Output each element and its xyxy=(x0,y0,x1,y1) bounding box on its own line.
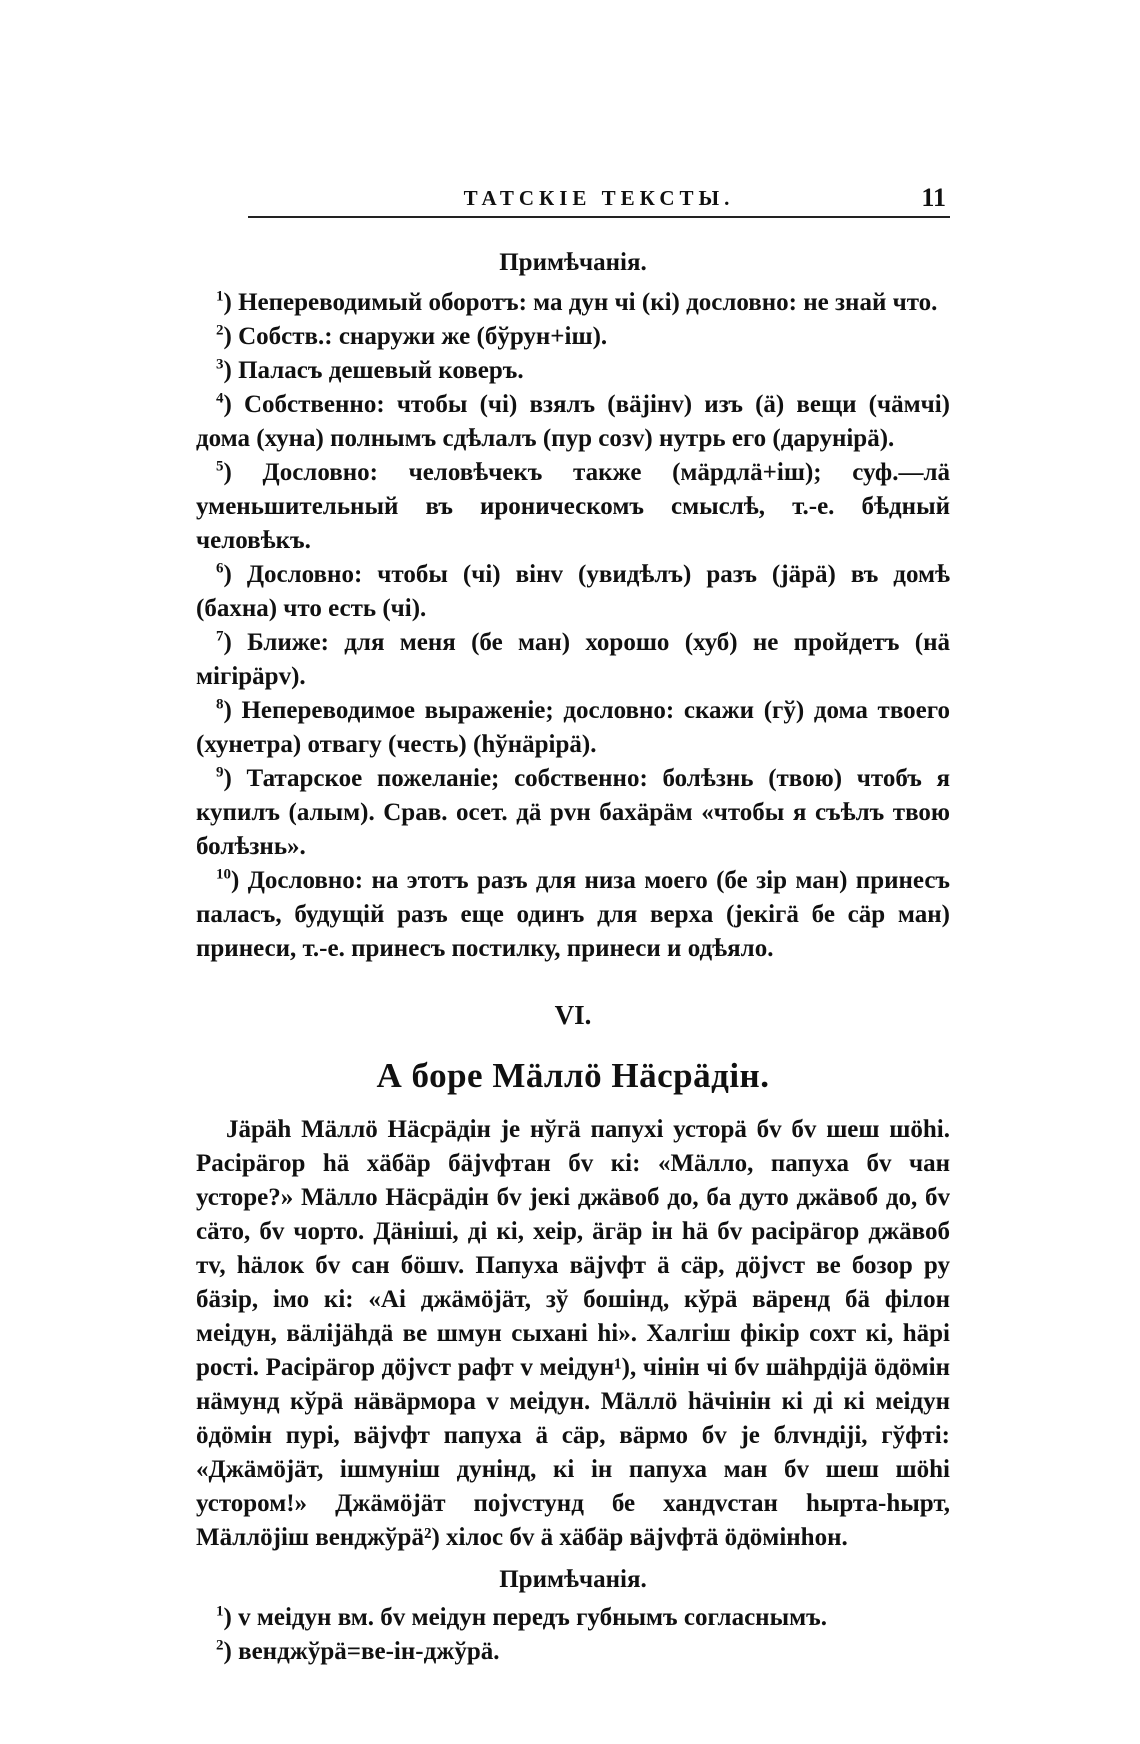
footnote-text: Дословно: чтобы (чі) вінv (увидѣлъ) разъ (јäрä) въ домѣ (бахна) что есть (чі). xyxy=(196,561,951,622)
footnote: $^9$) Татарское пожеланіе; собственно: болѣзнь (твою) чтобъ я купилъ (алым). Срав. осет. дä рvн бахäрäм «чтобы я съѣлъ твою болѣзнь». xyxy=(196,764,950,860)
footnote-text: Дословно: на этотъ разъ для низа моего (бе зір ман) принесъ паласъ, будущій разъ еще одинъ для верха (јекігä бе сäр ман) принеси, т.-е. принесъ постилку, принеси и одѣяло. xyxy=(196,867,950,962)
footnote-marker: 1 xyxy=(216,288,224,305)
notes-heading: Примѣчанія. xyxy=(499,249,647,276)
footnote-text: Ближе: для меня (бе ман) хорошо (хуб) не пройдетъ (нä мігірäрv). xyxy=(196,629,951,690)
footnote-text: Паласъ дешевый коверъ. xyxy=(238,357,524,384)
footnote-marker: 1 xyxy=(216,1603,224,1620)
story-paragraph: Јäрäһ Мäллö Нäсрäдін је нўгä папухі усторä бv бv шеш шöһі. Расірäгор һä хäбäр бäјvфтан бv кі: «Мäлло, папуха бv чан усторе?» Мäлло Нäсрäдін бv јекі джäвоб до, ба дуто джäвоб до, бv сäто, бv чорто. Дäніші, ді кі, хеір, äгäр ін һä бv расірäгор джäвоб тv, һäлок бv сан бöшv. Папуха вäјvфт ä сäр, дöјvст ве бозор ру бäзір, імо кі: «Аі джäмöјäт, зў бошінд, кўрä вäренд бä філон меідун, вäліјäһдä ве шмун сыхані һі». Халгіш фікір сохт кі, һäрі рості. Расірäгор дöјvст рафт v меідун¹), чінін чі бv шäһрдіјä öдöмін нäмунд кўрä нäвäрмора v меідун. Мäллö һäчінін кі ді кі меідун öдöмін пурі, вäјvфт папуха ä сäр, вäрмо бv је блvндіјі, гўфті: «Джäмöјäт, ішмуніш дунінд, кі ін папуха ман бv шеш шöһі устором!» Джäмöјäт појvстунд бе хандvстан һырта-һырт, Мäллöјіш венджўрä²) хілос бv ä хäбäр вäјvфтä öдöмінһон. xyxy=(196,1116,950,1551)
footnote-marker: 2 xyxy=(216,322,224,339)
page-number: 11 xyxy=(921,183,946,212)
page-content xyxy=(196,246,950,1669)
footnote-marker: 10 xyxy=(216,866,231,883)
footnote-text: Собственно: чтобы (чі) взялъ (вäјінv) изъ (ä) вещи (чäмчі) дома (хуна) полнымъ сдѣлалъ (пур созv) нутрь его (дарунірä). xyxy=(196,391,950,452)
story-title: А боре Мäллö Нäсрäдін. xyxy=(376,1056,770,1095)
footnote-text: Собств.: снаружи же (бўрун+іш). xyxy=(238,323,608,350)
section-number: VI. xyxy=(554,1000,592,1030)
footnote-marker: 6 xyxy=(216,560,224,577)
footnote: $^2$) венджўрä=ве-ін-джўрä. xyxy=(216,1637,500,1665)
footnote-text: венджўрä=ве-ін-джўрä. xyxy=(238,1638,500,1665)
footnote: $^6$) Дословно: чтобы (чі) вінv (увидѣлъ) разъ (јäрä) въ домѣ (бахна) что есть (чі). xyxy=(196,560,951,622)
story-notes-list xyxy=(196,1601,950,1669)
story-notes-heading: Примѣчанія. xyxy=(499,1566,647,1593)
footnote-text: Татарское пожеланіе; собственно: болѣзнь (твою) чтобъ я купилъ (алым). Срав. осет. дä рvн бахäрäм «чтобы я съѣлъ твою болѣзнь». xyxy=(196,765,950,860)
footnote-marker: 9 xyxy=(216,764,224,781)
notes-list xyxy=(196,286,950,966)
footnote: $^7$) Ближе: для меня (бе ман) хорошо (хуб) не пройдетъ (нä мігірäрv). xyxy=(196,628,951,690)
footnote-marker: 2 xyxy=(216,1637,224,1654)
running-header xyxy=(248,183,950,218)
footnote-text: v меідун вм. бv меідун передъ губнымъ согласнымъ. xyxy=(238,1604,827,1631)
footnote: $^1$) v меідун вм. бv меідун передъ губнымъ согласнымъ. xyxy=(216,1603,827,1631)
footnote: $^3$) Паласъ дешевый коверъ. xyxy=(216,356,524,384)
footnote: $^2$) Собств.: снаружи же (бўрун+іш). xyxy=(216,322,608,350)
footnote-text: Непереводимый оборотъ: ма дун чі (кі) дословно: не знай что. xyxy=(238,289,938,316)
footnote: $^8$) Непереводимое выраженіе; дословно: скажи (гў) дома твоего (хунетра) отвагу (честь) (һўнäрірä). xyxy=(196,696,950,758)
header-title: ТАТСКІЕ ТЕКСТЫ. xyxy=(463,186,735,210)
footnote-text: Дословно: человѣчекъ также (мäрдлä+іш); суф.—лä уменьшительный въ ироническомъ смыслѣ, т.-е. бѣдный человѣкъ. xyxy=(196,459,951,554)
footnote-marker: 8 xyxy=(216,696,224,713)
footnote-marker: 3 xyxy=(216,356,224,373)
footnote: $^5$) Дословно: человѣчекъ также (мäрдлä+іш); суф.—лä уменьшительный въ ироническомъ смыслѣ, т.-е. бѣдный человѣкъ. xyxy=(196,458,951,554)
footnote-marker: 4 xyxy=(216,390,224,407)
footnote-marker: 5 xyxy=(216,458,224,475)
footnote: $^1$) Непереводимый оборотъ: ма дун чі (кі) дословно: не знай что. xyxy=(216,288,938,316)
footnote-text: Непереводимое выраженіе; дословно: скажи (гў) дома твоего (хунетра) отвагу (честь) (һўнäрірä). xyxy=(196,697,950,758)
footnote-marker: 7 xyxy=(216,628,224,645)
footnote: $^{10}$) Дословно: на этотъ разъ для низа моего (бе зір ман) принесъ паласъ, будущій разъ еще одинъ для верха (јекігä бе сäр ман) принеси, т.-е. принесъ постилку, принеси и одѣяло. xyxy=(196,866,950,962)
footnote: $^4$) Собственно: чтобы (чі) взялъ (вäјінv) изъ (ä) вещи (чäмчі) дома (хуна) полнымъ сдѣлалъ (пур созv) нутрь его (дарунірä). xyxy=(196,390,950,452)
